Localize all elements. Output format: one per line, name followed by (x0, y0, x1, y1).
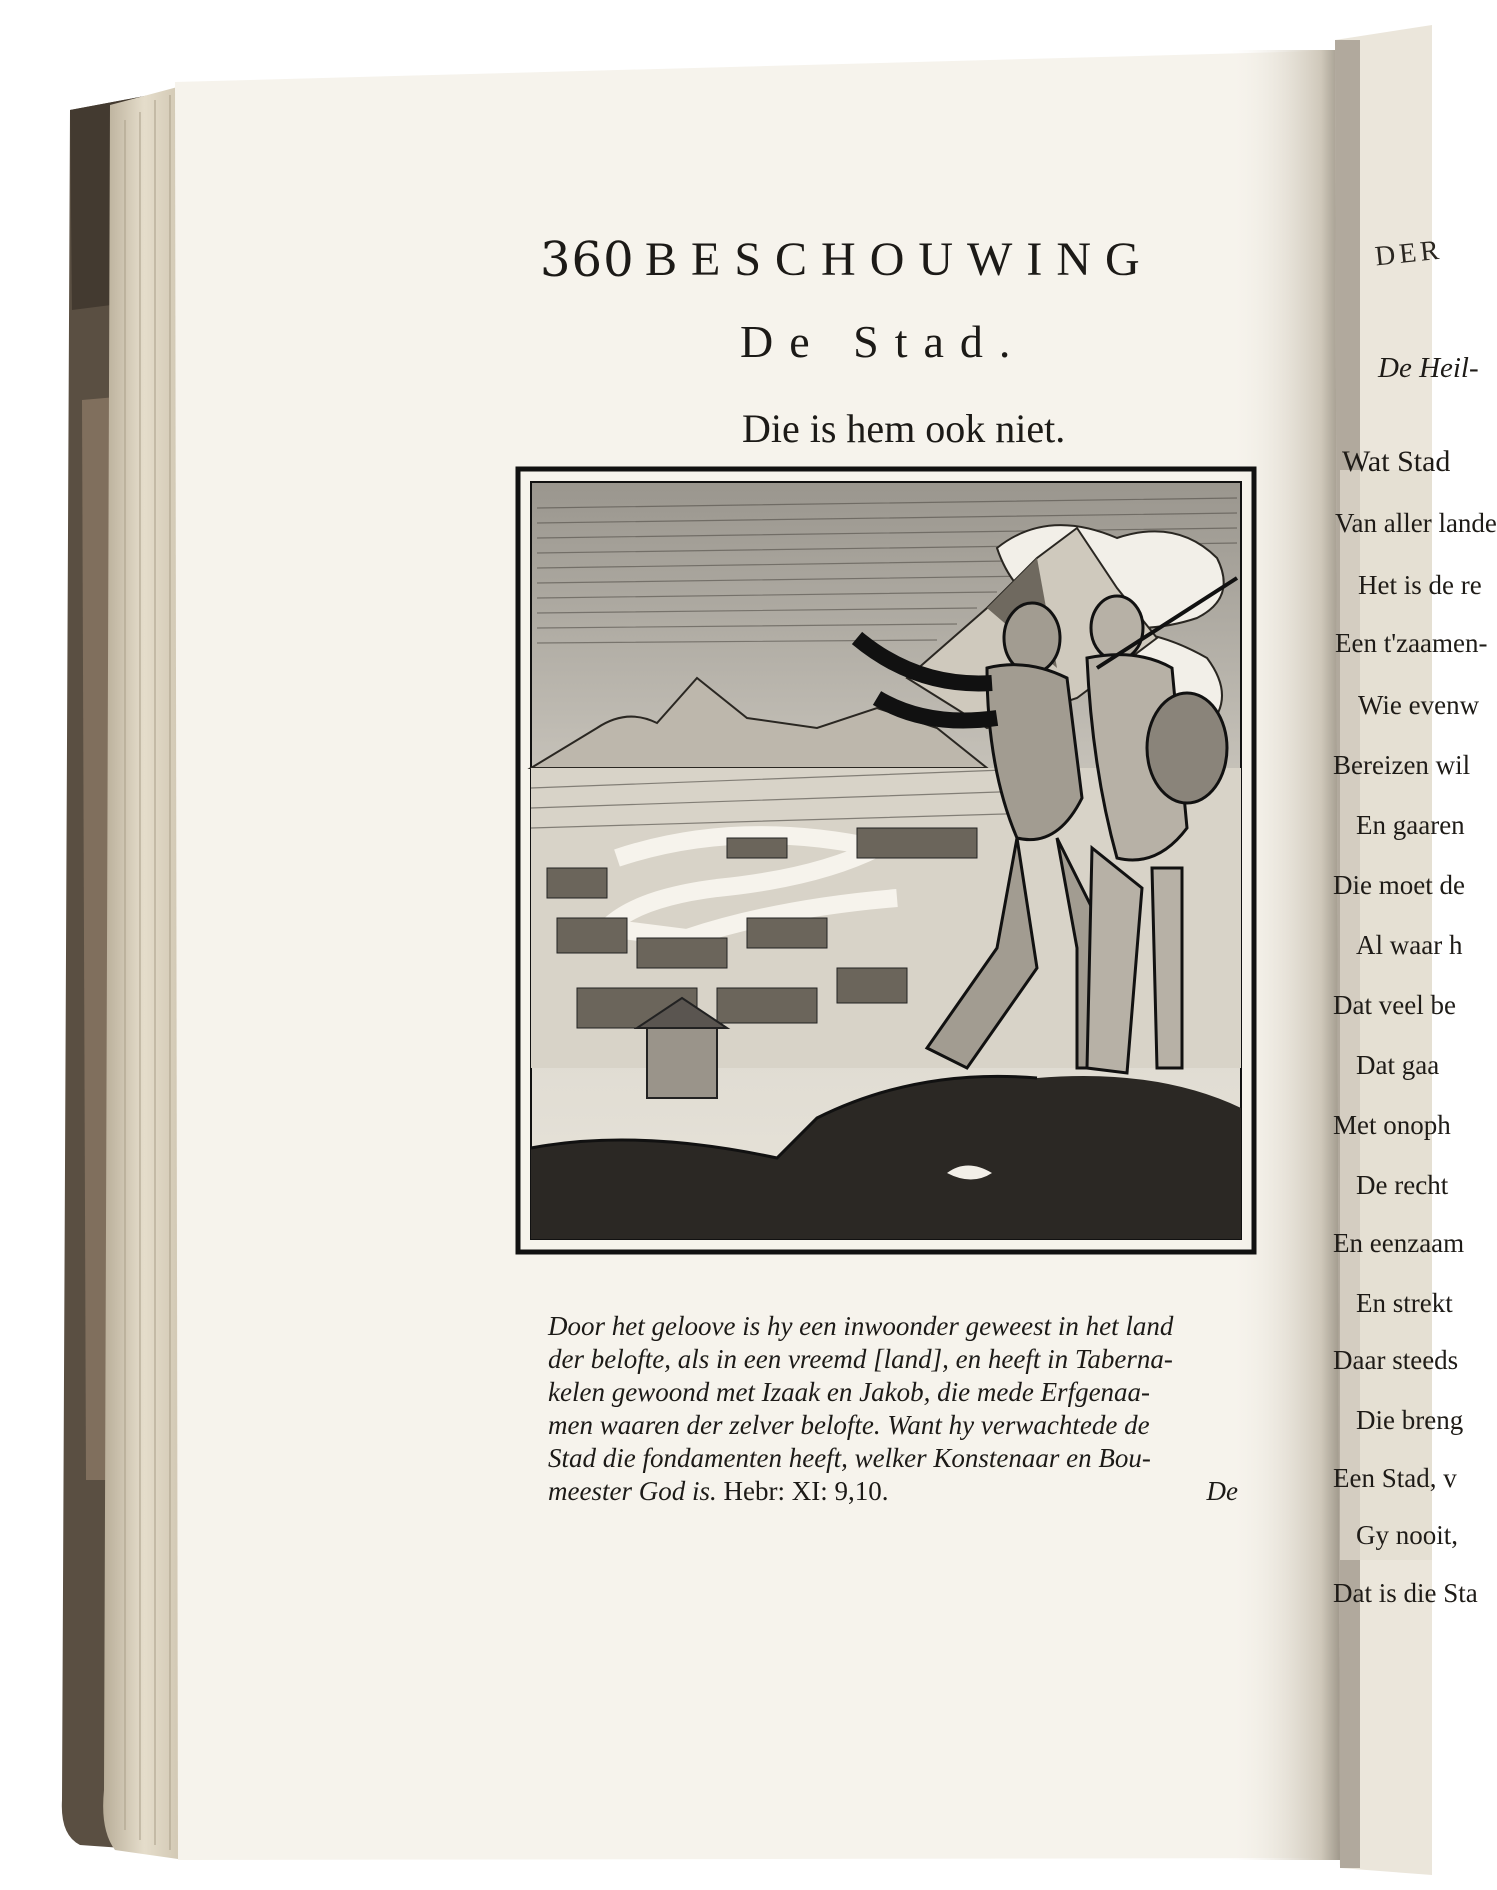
right-text-line: Dat is die Sta (1333, 1578, 1478, 1608)
right-text-line: Wie evenw (1358, 690, 1480, 720)
caption-line: kelen gewoond met Izaak en Jakob, die mede Erfgenaa- (548, 1377, 1151, 1407)
right-text-line: Een t'zaamen- (1335, 628, 1488, 658)
caption-line: der belofte, als in een vreemd [land], en heeft in Taberna- (548, 1344, 1173, 1374)
right-text-line: Wat Stad (1342, 445, 1451, 478)
right-text-line: Die moet de (1333, 870, 1465, 900)
caption-verse (548, 1310, 1238, 1508)
right-text-line: En gaaren (1356, 810, 1465, 840)
right-text-line: Dat gaa (1356, 1050, 1440, 1080)
right-text-line: Al waar h (1356, 930, 1463, 960)
right-text-line: Bereizen wil (1333, 750, 1471, 780)
right-text-line: Gy nooit, (1356, 1520, 1459, 1550)
right-text-line: Met onoph (1333, 1110, 1451, 1140)
caption-line: Door het geloove is hy een inwoonder geweest in het land (548, 1311, 1174, 1341)
right-text-line: En eenzaam (1333, 1228, 1465, 1258)
catchword: De (1206, 1476, 1238, 1506)
caption-last-words: meester God is. (548, 1476, 717, 1506)
caption-line: men waaren der zelver belofte. Want hy verwachtede de (548, 1410, 1150, 1440)
right-running-head: DER (1373, 234, 1445, 273)
right-text-line: Een Stad, v (1333, 1463, 1457, 1493)
engraving-plate (517, 468, 1255, 1253)
caption-line: Stad die fondamenten heeft, welker Konstenaar en Bou- (548, 1443, 1151, 1473)
page-number: 360 (540, 232, 635, 288)
right-text-line: De recht (1356, 1170, 1449, 1200)
running-head: BESCHOUWING (645, 233, 1154, 286)
bible-reference: Hebr: XI: 9,10. (723, 1476, 889, 1506)
caption-line-final (548, 1475, 1238, 1508)
plate-motto: Die is hem ook niet. (742, 406, 1066, 451)
right-text-line: Dat veel be (1333, 990, 1456, 1020)
plate-title: De Stad. (740, 316, 1027, 367)
right-subheading: De Heil- (1378, 352, 1479, 384)
right-text-line: Van aller lande (1335, 508, 1497, 538)
right-text-line: En strekt (1356, 1288, 1453, 1318)
right-text-line: Het is de re (1358, 570, 1482, 600)
right-text-line: Daar steeds (1333, 1345, 1459, 1375)
right-text-line: Die breng (1356, 1405, 1464, 1435)
